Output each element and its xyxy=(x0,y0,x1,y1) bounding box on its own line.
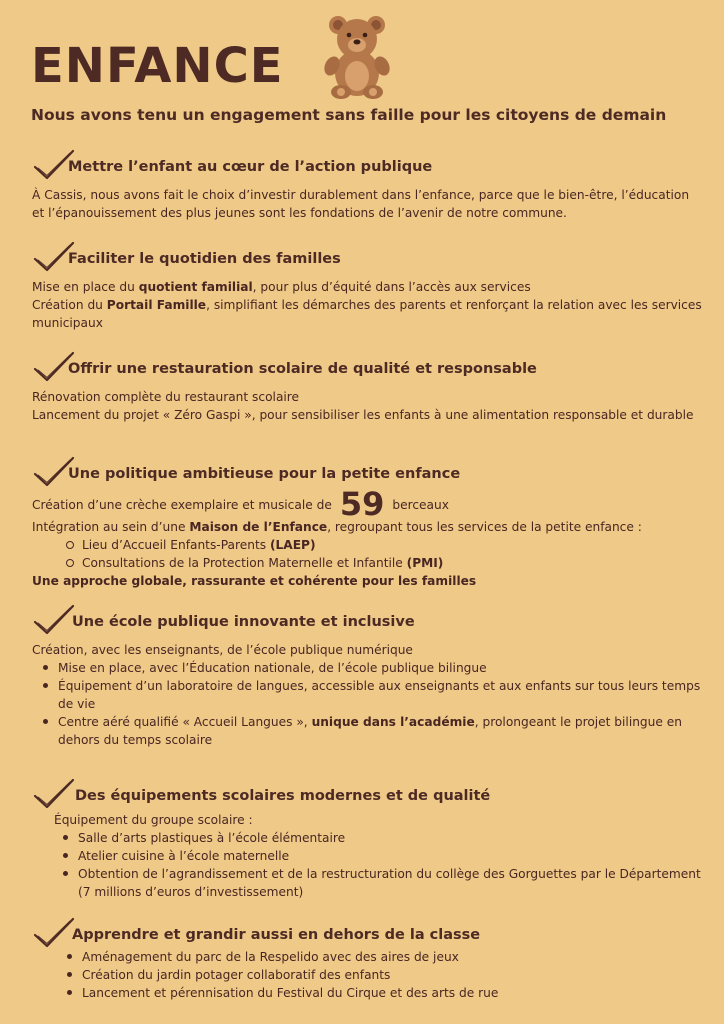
section-enfant-action-publique xyxy=(32,148,702,222)
section-title: Faciliter le quotidien des familles xyxy=(68,251,341,267)
section-ecole-publique xyxy=(32,603,702,749)
section-title: Une politique ambitieuse pour la petite enfance xyxy=(68,466,461,482)
section-hors-classe xyxy=(32,916,702,1002)
section-title: Des équipements scolaires modernes et de qualité xyxy=(75,788,491,804)
section-title: Apprendre et grandir aussi en dehors de la classe xyxy=(72,927,481,943)
list-item: Salle d’arts plastiques à l’école élémentaire xyxy=(60,829,702,847)
list-item: Mise en place, avec l’Éducation nationale, de l’école publique bilingue xyxy=(40,659,702,677)
list-item: Lieu d’Accueil Enfants-Parents (LAEP) xyxy=(64,536,702,554)
check-icon xyxy=(32,916,76,950)
list-item: Atelier cuisine à l’école maternelle xyxy=(60,847,702,865)
section-line: Intégration au sein d’une Maison de l’Enfance, regroupant tous les services de la petite enfance : xyxy=(32,520,642,534)
list-item: Création du jardin potager collaboratif des enfants xyxy=(64,966,702,984)
list-item: Équipement d’un laboratoire de langues, accessible aux enseignants et aux enfants sur tous leurs temps de vie xyxy=(40,677,702,713)
list-item: Obtention de l’agrandissement et de la restructuration du collège des Gorguettes par le Département (7 millions d’euros d’investissement) xyxy=(60,865,702,901)
section-title: Mettre l’enfant au cœur de l’action publique xyxy=(68,159,433,175)
page-subtitle: Nous avons tenu un engagement sans faille pour les citoyens de demain xyxy=(31,106,667,124)
check-icon xyxy=(32,777,76,811)
section-line: Lancement du projet « Zéro Gaspi », pour sensibiliser les enfants à une alimentation responsable et durable xyxy=(32,408,694,422)
section-equipements-scolaires xyxy=(32,777,702,901)
section-restauration-scolaire xyxy=(32,350,702,424)
section-petite-enfance xyxy=(32,455,702,590)
section-closing: Une approche globale, rassurante et cohérente pour les familles xyxy=(32,574,477,588)
check-icon xyxy=(32,603,76,637)
list-item: Aménagement du parc de la Respelido avec des aires de jeux xyxy=(64,948,702,966)
page-title: ENFANCE xyxy=(31,38,284,94)
cribs-count: 59 xyxy=(339,485,385,523)
section-quotidien-familles xyxy=(32,240,702,332)
list-item: Consultations de la Protection Maternelle et Infantile (PMI) xyxy=(64,554,702,572)
section-line: Rénovation complète du restaurant scolaire xyxy=(32,390,300,404)
section-line: Création d’une crèche exemplaire et musicale de 59 berceaux xyxy=(32,485,449,523)
list-item: Centre aéré qualifié « Accueil Langues », unique dans l’académie, prolongeant le projet bilingue en dehors du temps scolaire xyxy=(40,713,702,749)
list-item: Lancement et pérennisation du Festival du Cirque et des arts de rue xyxy=(64,984,702,1002)
section-line: Création, avec les enseignants, de l’école publique numérique xyxy=(32,643,413,657)
section-line: Mise en place du quotient familial, pour plus d’équité dans l’accès aux services xyxy=(32,280,531,294)
section-line: Équipement du groupe scolaire : xyxy=(54,813,253,827)
section-text: À Cassis, nous avons fait le choix d’investir durablement dans l’enfance, parce que le bien-être, l’éducation et l’épanouissement des plus jeunes sont les fondations de l’avenir de notre commune. xyxy=(32,188,690,220)
section-title: Offrir une restauration scolaire de qualité et responsable xyxy=(68,361,537,377)
teddy-bear-icon xyxy=(322,12,392,100)
section-line: Création du Portail Famille, simplifiant les démarches des parents et renforçant la relation avec les services municipaux xyxy=(32,298,702,330)
section-title: Une école publique innovante et inclusive xyxy=(72,614,415,630)
